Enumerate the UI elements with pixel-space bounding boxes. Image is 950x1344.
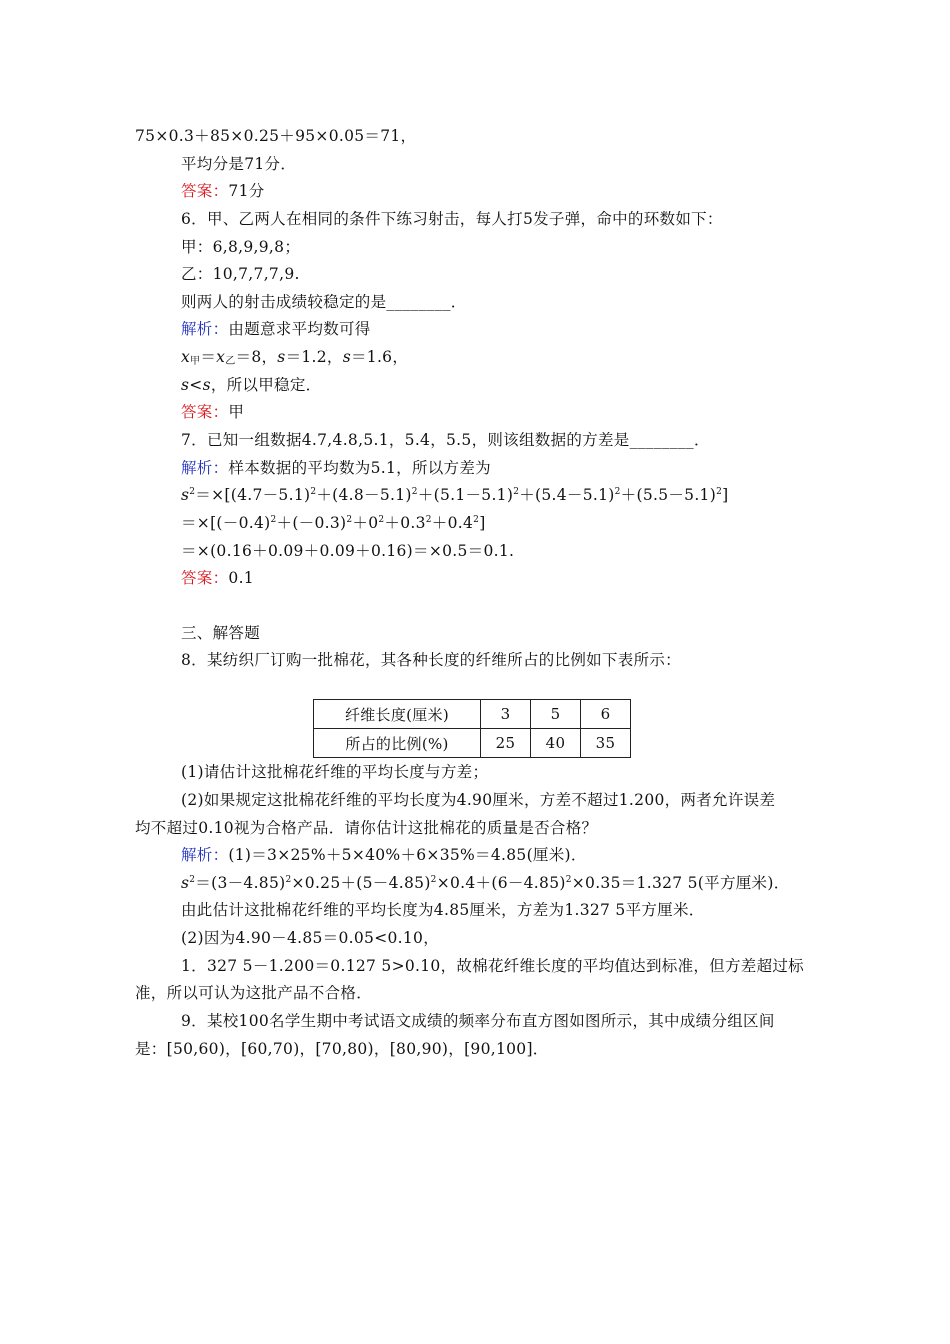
table-cell: 6 <box>581 700 631 729</box>
equals: ＝ <box>200 348 217 366</box>
exponent: 2 <box>378 515 385 525</box>
bracket: ] <box>722 486 729 504</box>
s2-value: ＝1.6， <box>350 348 409 366</box>
exponent: 2 <box>285 875 292 885</box>
analysis-label: 解析： <box>181 459 229 477</box>
answer-value: 0.1 <box>228 569 254 587</box>
subscript-jia: 甲 <box>190 356 201 367</box>
fiber-table <box>313 699 631 758</box>
exponent: 2 <box>614 487 621 497</box>
answer-line-5 <box>181 180 265 202</box>
term: ＝(3－4.85) <box>195 874 286 892</box>
question-8-text: 8．某纺织厂订购一批棉花，其各种长度的纤维所占的比例如下表所示： <box>181 651 681 669</box>
variance-formula-1 <box>181 484 728 506</box>
question-6-blank: 则两人的射击成绩较稳定的是________． <box>181 293 467 311</box>
table-cell: 25 <box>481 729 531 758</box>
data-jia: 甲：6,8,9,9,8； <box>181 238 301 256</box>
term: ＋(5.5－5.1) <box>620 486 717 504</box>
estimate-line: 由此估计这批棉花纤维的平均长度为4.85厘米，方差为1.327 5平方厘米． <box>181 901 705 919</box>
section-heading: 三、解答题 <box>181 624 261 642</box>
term: ＋0.4 <box>431 514 474 532</box>
data-yi: 乙：10,7,7,7,9. <box>181 265 300 283</box>
question-9-text: 9．某校100名学生期中考试语文成绩的频率分布直方图如图所示，其中成绩分组区间 <box>181 1012 775 1030</box>
term: ＋(5.4－5.1) <box>519 486 615 504</box>
table-header-cell: 所占的比例(%) <box>314 729 481 758</box>
analysis-text: (1)＝3×25%＋5×40%＋6×35%＝4.85(厘米)． <box>228 846 587 864</box>
means-line <box>181 346 408 368</box>
table-cell: 5 <box>531 700 581 729</box>
question-8-part-2-cont: 均不超过0.10视为合格产品．请你估计这批棉花的质量是否合格？ <box>135 819 598 837</box>
table-cell: 3 <box>481 700 531 729</box>
answer-label: 答案： <box>181 569 229 587</box>
average-score-line: 平均分是71分． <box>181 155 297 173</box>
term: ×0.25＋(5－4.85) <box>291 874 431 892</box>
question-7-text: 7．已知一组数据4.7,4.8,5.1，5.4，5.5，则该组数据的方差是________． <box>181 431 710 449</box>
s-var: s <box>181 486 190 504</box>
answer-label: 答案： <box>181 403 229 421</box>
bracket: ] <box>479 514 486 532</box>
exponent: 2 <box>513 487 520 497</box>
term: ×0.35＝1.327 5(平方厘米)． <box>571 874 790 892</box>
exponent: 2 <box>310 487 317 497</box>
calc-line: 75×0.3＋85×0.25＋95×0.05＝71， <box>135 127 417 145</box>
term: ＝×[(4.7－5.1) <box>195 486 311 504</box>
table-header-cell: 纤维长度(厘米) <box>314 700 481 729</box>
exponent: 2 <box>565 875 572 885</box>
exponent: 2 <box>473 515 480 525</box>
table-cell: 35 <box>581 729 631 758</box>
analysis-label: 解析： <box>181 320 229 338</box>
question-8-part-1: (1)请估计这批棉花纤维的平均长度与方差； <box>181 763 489 781</box>
exponent: 2 <box>716 487 723 497</box>
variance-compare-line: 1．327 5－1.200＝0.127 5>0.10，故棉花纤维长度的平均值达到标准，但方差超过标 <box>181 957 804 975</box>
answer-value: 71分 <box>228 182 265 200</box>
question-8-part-2: (2)如果规定这批棉花纤维的平均长度为4.90厘米，方差不超过1.200，两者允许误差 <box>181 791 776 809</box>
exponent: 2 <box>189 487 196 497</box>
analysis-text: 样本数据的平均数为5.1，所以方差为 <box>228 459 491 477</box>
x-var: x <box>181 348 191 366</box>
term: ＋(4.8－5.1) <box>316 486 412 504</box>
exponent: 2 <box>430 875 437 885</box>
variance-formula-8 <box>181 872 790 894</box>
s-var: s <box>202 376 211 394</box>
question-9-intervals: 是：[50,60)，[60,70)，[70,80)，[80,90)，[90,100]． <box>135 1040 549 1058</box>
subscript-yi: 乙 <box>225 356 236 367</box>
answer-line-6 <box>181 401 244 423</box>
answer-value: 甲 <box>228 403 245 421</box>
conclusion-line-8: 准，所以可认为这批产品不合格． <box>135 984 373 1002</box>
exponent: 2 <box>425 515 432 525</box>
analysis-line-8 <box>181 844 587 866</box>
variance-formula-3: ＝×(0.16＋0.09＋0.09＋0.16)＝×0.5＝0.1. <box>181 542 515 560</box>
analysis-text: 由题意求平均数可得 <box>228 320 371 338</box>
analysis-label: 解析： <box>181 846 229 864</box>
table-row <box>314 729 631 758</box>
compare-line <box>181 374 321 396</box>
x-var: x <box>216 348 226 366</box>
term: ＋0.3 <box>384 514 426 532</box>
answer-line-7 <box>181 567 254 589</box>
compare-line-8: (2)因为4.90－4.85＝0.05<0.10， <box>181 929 439 947</box>
s-var: s <box>277 348 286 366</box>
term: ＋(－0.3) <box>276 514 347 532</box>
exponent: 2 <box>411 487 418 497</box>
question-6-text: 6．甲、乙两人在相同的条件下练习射击，每人打5发子弹，命中的环数如下： <box>181 210 723 228</box>
analysis-line-6 <box>181 318 371 340</box>
exponent: 2 <box>270 515 277 525</box>
analysis-line-7 <box>181 457 491 479</box>
exponent: 2 <box>189 875 196 885</box>
less-than: < <box>189 376 203 394</box>
table-row <box>314 700 631 729</box>
term: ＋(5.1－5.1) <box>417 486 514 504</box>
term: ×0.4＋(6－4.85) <box>436 874 566 892</box>
table-cell: 40 <box>531 729 581 758</box>
s-var: s <box>181 376 190 394</box>
conclusion: ，所以甲稳定． <box>210 376 322 394</box>
s1-value: ＝1.2， <box>285 348 343 366</box>
answer-label: 答案： <box>181 182 229 200</box>
variance-formula-2 <box>181 512 486 534</box>
exponent: 2 <box>346 515 353 525</box>
mean-value: ＝8， <box>235 348 278 366</box>
s-var: s <box>342 348 351 366</box>
s-var: s <box>181 874 190 892</box>
term: ＋0 <box>352 514 379 532</box>
term: ＝×[(－0.4) <box>181 514 271 532</box>
